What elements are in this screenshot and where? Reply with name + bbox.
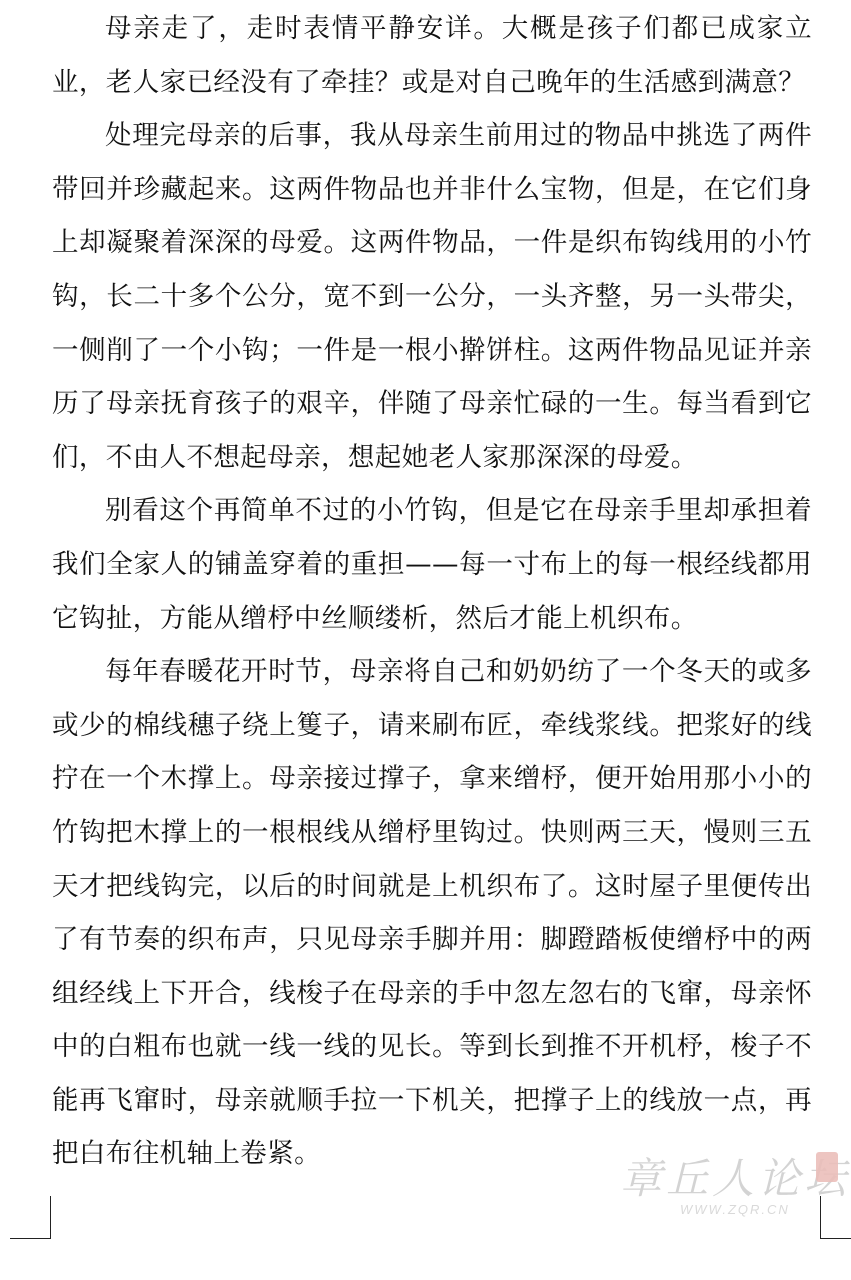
paragraph-1: 母亲走了，走时表情平静安详。大概是孩子们都已成家立业，老人家已经没有了牵挂？或是对自己晚年的生活感到满意？ [52,13,812,98]
document-body [52,2,812,1181]
watermark-seal-icon [816,1152,838,1182]
page-margin-corner-left [10,1196,51,1239]
page-margin-corner-right [820,1196,851,1239]
paragraph-2: 处理完母亲的后事，我从母亲生前用过的物品中挑选了两件带回并珍藏起来。这两件物品也并非什么宝物，但是，在它们身上却凝聚着深深的母爱。这两件物品，一件是织布钩线用的小竹钩，长二十多个公分，宽不到一公分，一头齐整，另一头带尖，一侧削了一个小钩；一件是一根小擀饼柱。这两件物品见证并亲历了母亲抚育孩子的艰辛，伴随了母亲忙碌的一生。每当看到它们，不由人不想起母亲，想起她老人家那深深的母爱。 [52,120,812,473]
paragraph-3: 别看这个再简单不过的小竹钩，但是它在母亲手里却承担着我们全家人的铺盖穿着的重担——每一寸布上的每一根经线都用它钩扯，方能从缯杼中丝顺缕析，然后才能上机织布。 [52,495,812,634]
watermark-logo-text: 章丘人论坛 [620,1154,851,1203]
watermark-url: WWW.ZQR.CN [680,1202,790,1217]
paragraph-4: 每年春暖花开时节，母亲将自己和奶奶纺了一个冬天的或多或少的棉线穗子绕上篗子，请来刷布匠，牵线浆线。把浆好的线拧在一个木撑上。母亲接过撑子，拿来缯杼，便开始用那小小的竹钩把木撑上的一根根线从缯杼里钩过。快则两三天，慢则三五天才把线钩完，以后的时间就是上机织布了。这时屋子里便传出了有节奏的织布声，只见母亲手脚并用：脚蹬踏板使缯杼中的两组经线上下开合，线梭子在母亲的手中忽左忽右的飞窜，母亲怀中的白粗布也就一线一线的见长。等到长到推不开机杼，梭子不能再飞窜时，母亲就顺手拉一下机关，把撑子上的线放一点，再把白布往机轴上卷紧。 [52,656,812,1170]
